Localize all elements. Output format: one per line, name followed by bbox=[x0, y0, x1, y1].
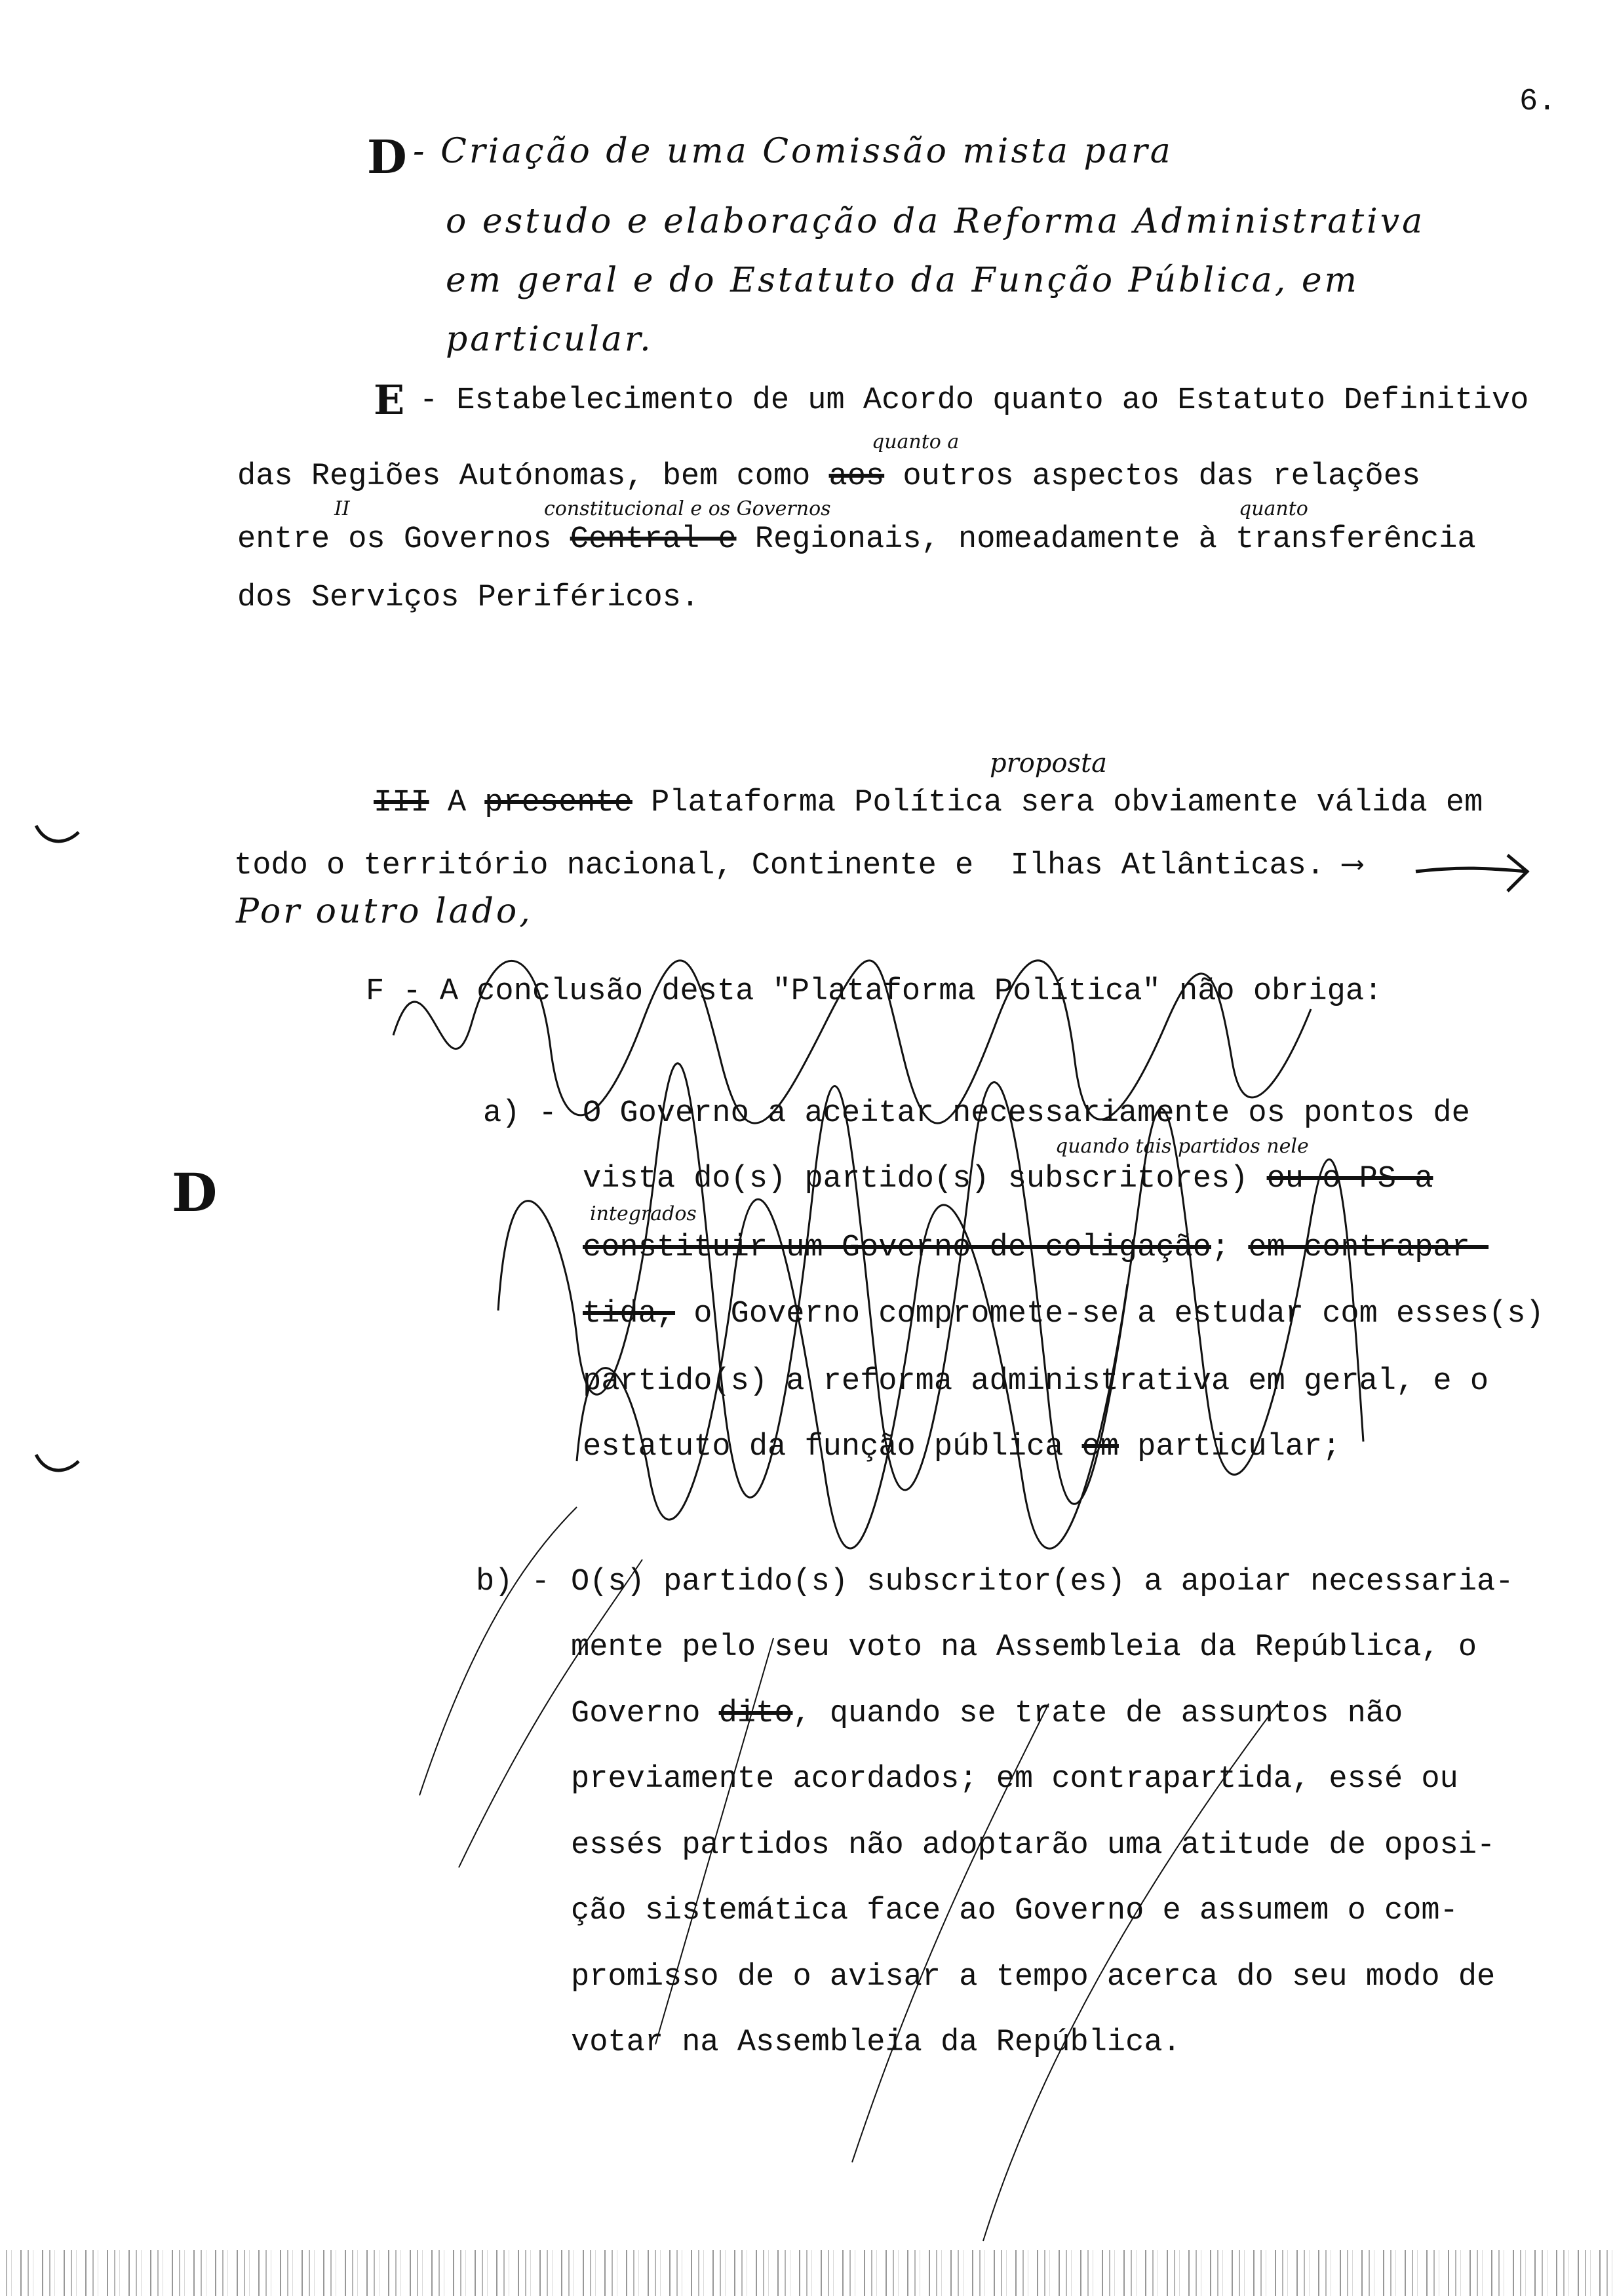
text-segment: Regionais, nomeadamente à transferência bbox=[736, 522, 1476, 557]
insertion: proposta bbox=[990, 748, 1107, 778]
handwritten-marker-d: D bbox=[367, 130, 410, 184]
text-segment: vista do(s) partido(s) subscritores) bbox=[583, 1162, 1267, 1196]
text-segment: Governo bbox=[571, 1696, 719, 1731]
scribble-b bbox=[419, 1507, 1278, 2241]
text-segment: - Estabelecimento de um Acordo quanto ao Estatuto Definitivo bbox=[419, 383, 1529, 418]
text-segment: A bbox=[429, 786, 485, 820]
text-segment: ; bbox=[1211, 1231, 1249, 1265]
deleted-text: tida, bbox=[583, 1297, 676, 1331]
insertion: integrados bbox=[590, 1202, 697, 1225]
handwritten-line: em geral e do Estatuto da Função Pública, em bbox=[446, 261, 1359, 300]
handwritten-line: particular. bbox=[446, 320, 653, 359]
sub-a-label: a) - bbox=[483, 1096, 557, 1131]
deleted-text: presente bbox=[484, 786, 632, 820]
text-segment: entre os Governos bbox=[237, 522, 570, 557]
deleted-text: Central e bbox=[570, 522, 737, 557]
text-segment: , quando se trate de assuntos não bbox=[792, 1696, 1403, 1731]
text-segment: dos Serviços Periféricos. bbox=[237, 581, 700, 615]
text-segment: previamente acordados; em contrapartida, essé ou bbox=[571, 1762, 1458, 1797]
text-segment: todo o território nacional, Continente e Ilhas Atlânticas. ⟶ bbox=[234, 849, 1362, 883]
arrow bbox=[1416, 855, 1527, 891]
deleted-text: dito bbox=[718, 1696, 793, 1731]
text-segment: Plataforma Política sera obviamente válida em bbox=[632, 786, 1483, 820]
text-segment: ção sistemática face ao Governo e assumem o com- bbox=[571, 1894, 1458, 1928]
insertion: quando tais partidos nele bbox=[1055, 1135, 1309, 1158]
deleted-text: em contrapar- bbox=[1248, 1231, 1489, 1265]
deleted-text: em bbox=[1081, 1430, 1119, 1464]
text-segment: mente pelo seu voto na Assembleia da República, o bbox=[571, 1630, 1477, 1665]
text-segment: particular; bbox=[1118, 1430, 1341, 1464]
handwritten-line: - Criação de uma Comissão mista para bbox=[413, 132, 1173, 171]
scan-noise bbox=[0, 2250, 1615, 2296]
text-segment: O(s) partido(s) subscritor(es) a apoiar necessaria- bbox=[571, 1565, 1514, 1599]
text-segment: o Governo compromete-se a estudar com esses(s) bbox=[675, 1297, 1544, 1331]
handwritten-note: Por outro lado, bbox=[236, 892, 533, 931]
text-segment: O Governo a aceitar necessariamente os pontos de bbox=[583, 1096, 1470, 1131]
text-segment: partido(s) a reforma administrativa em geral, e o bbox=[583, 1364, 1489, 1399]
margin-mark-d: D bbox=[172, 1162, 220, 1223]
sub-b-label: b) - bbox=[476, 1565, 550, 1599]
scribble-a bbox=[498, 1063, 1363, 1504]
page-number: 6. bbox=[1519, 85, 1557, 119]
text-segment: essés partidos não adoptarão uma atitude de oposi- bbox=[571, 1828, 1496, 1863]
text-segment: promisso de o avisar a tempo acerca do seu modo de bbox=[571, 1960, 1496, 1995]
text-segment: estatuto da função pública bbox=[583, 1430, 1082, 1464]
item-f-heading: F - A conclusão desta "Plataforma Política" não obriga: bbox=[366, 974, 1383, 1009]
insertion: II bbox=[334, 497, 350, 520]
text-segment: outros aspectos das relações bbox=[884, 459, 1421, 494]
text-segment: votar na Assembleia da República. bbox=[571, 2025, 1181, 2060]
insertion: quanto bbox=[1239, 497, 1308, 520]
deleted-text: ou o PS a bbox=[1266, 1162, 1433, 1196]
insertion: constitucional e os Governos bbox=[544, 497, 831, 520]
deleted-text: constituir um Governo de coligação bbox=[583, 1231, 1211, 1265]
item-e-marker: E bbox=[374, 376, 408, 424]
margin-arc bbox=[36, 826, 79, 1470]
deleted-text: III bbox=[374, 786, 429, 820]
deleted-text: aos bbox=[828, 459, 885, 494]
scribble-f bbox=[393, 961, 1311, 1123]
text-segment: das Regiões Autónomas, bem como bbox=[237, 459, 829, 494]
handwritten-line: o estudo e elaboração da Reforma Administrativa bbox=[446, 202, 1426, 241]
insertion: quanto a bbox=[872, 430, 960, 453]
